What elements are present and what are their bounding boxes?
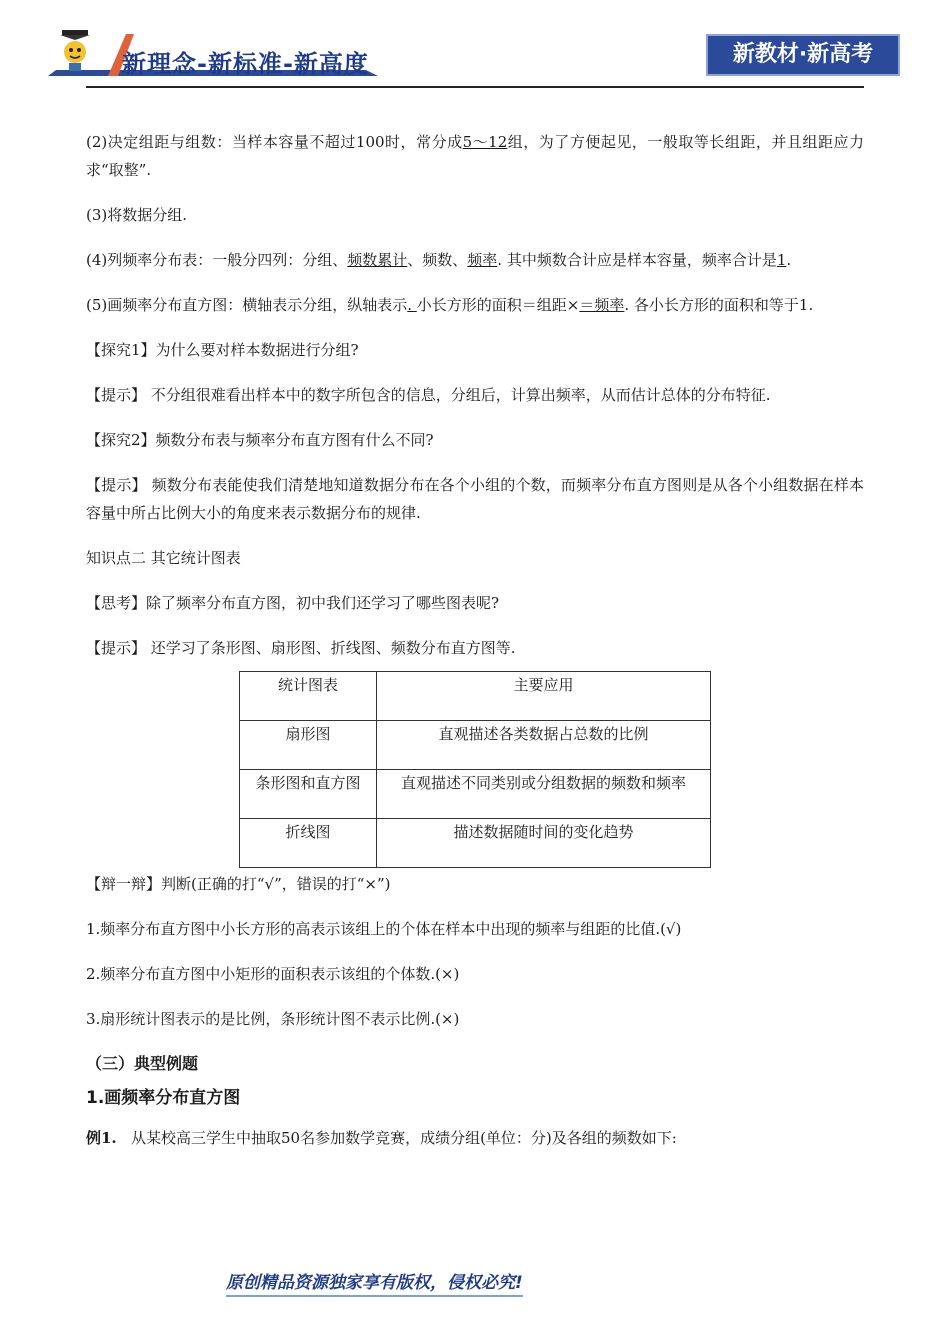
table-cell: 直观描述各类数据占总数的比例 [377,721,711,770]
document-body [86,128,864,1169]
judge-item-2: 2.频率分布直方图中小矩形的面积表示该组的个体数.(×) [86,965,460,983]
table-cell: 条形图和直方图 [240,770,377,819]
table-cell: 扇形图 [240,721,377,770]
para-frequency-table: (4)列频率分布表：一般分四列：分组、频数累计、频数、频率. 其中频数合计应是样本容量，频率合计是1. [86,251,792,269]
debate-heading: 【辩一辩】判断(正确的打“√”，错误的打“×”) [86,875,391,893]
chart-types-table [239,671,711,868]
table-header-row [240,672,711,721]
header-slogan: 新理念-新标准-新高度 [122,50,369,78]
judge-item-1: 1.频率分布直方图中小长方形的高表示该组上的个体在样本中出现的频率与组距的比值.(√) [86,920,682,938]
table-cell: 描述数据随时间的变化趋势 [377,819,711,868]
table-row [240,819,711,868]
knowledge-point-2: 知识点二 其它统计图表 [86,549,241,567]
judge-item-3: 3.扇形统计图表示的是比例，条形统计图不表示比例.(×) [86,1010,460,1028]
page-header [0,0,950,95]
header-badge: 新教材·新高考 [706,34,900,76]
table-header-cell: 统计图表 [240,672,377,721]
table-header-cell: 主要应用 [377,672,711,721]
para-split-data: (3)将数据分组. [86,206,188,224]
explore-1: 【探究1】为什么要对样本数据进行分组? [86,341,359,359]
hint-3: 【提示】 还学习了条形图、扇形图、折线图、频数分布直方图等. [86,639,516,657]
think-question: 【思考】除了频率分布直方图，初中我们还学习了哪些图表呢? [86,594,500,612]
table-row [240,721,711,770]
header-rule [86,86,864,88]
hint-1: 【提示】 不分组很难看出样本中的数字所包含的信息，分组后，计算出频率，从而估计总体的分布特征. [86,386,771,404]
mascot-icon [52,28,98,74]
hint-2: 【提示】 频数分布表能使我们清楚地知道数据分布在各个小组的个数，而频率分布直方图则是从各个小组数据在样本容量中所占比例大小的角度来表示数据分布的规律. [86,476,864,522]
table-cell: 直观描述不同类别或分组数据的频数和频率 [377,770,711,819]
subsection-draw-histogram: 1.画频率分布直方图 [86,1088,241,1108]
table-row [240,770,711,819]
para-histogram: (5)画频率分布直方图：横轴表示分组，纵轴表示. 小长方形的面积＝组距×＝频率. 各小长方形的面积和等于1. [86,296,814,314]
explore-2: 【探究2】频数分布表与频率分布直方图有什么不同? [86,431,434,449]
section-typical-examples: （三）典型例题 [86,1054,199,1073]
copyright-footer: 原创精品资源独家享有版权，侵权必究! [226,1268,523,1297]
example-1: 例1. 从某校高三学生中抽取50名参加数学竞赛，成绩分组(单位：分)及各组的频数如下: [86,1129,677,1147]
table-cell: 折线图 [240,819,377,868]
para-group-count: (2)决定组距与组数：当样本容量不超过100时，常分成5～12组，为了方便起见，一般取等长组距，并且组距应力求“取整”. [86,133,864,179]
